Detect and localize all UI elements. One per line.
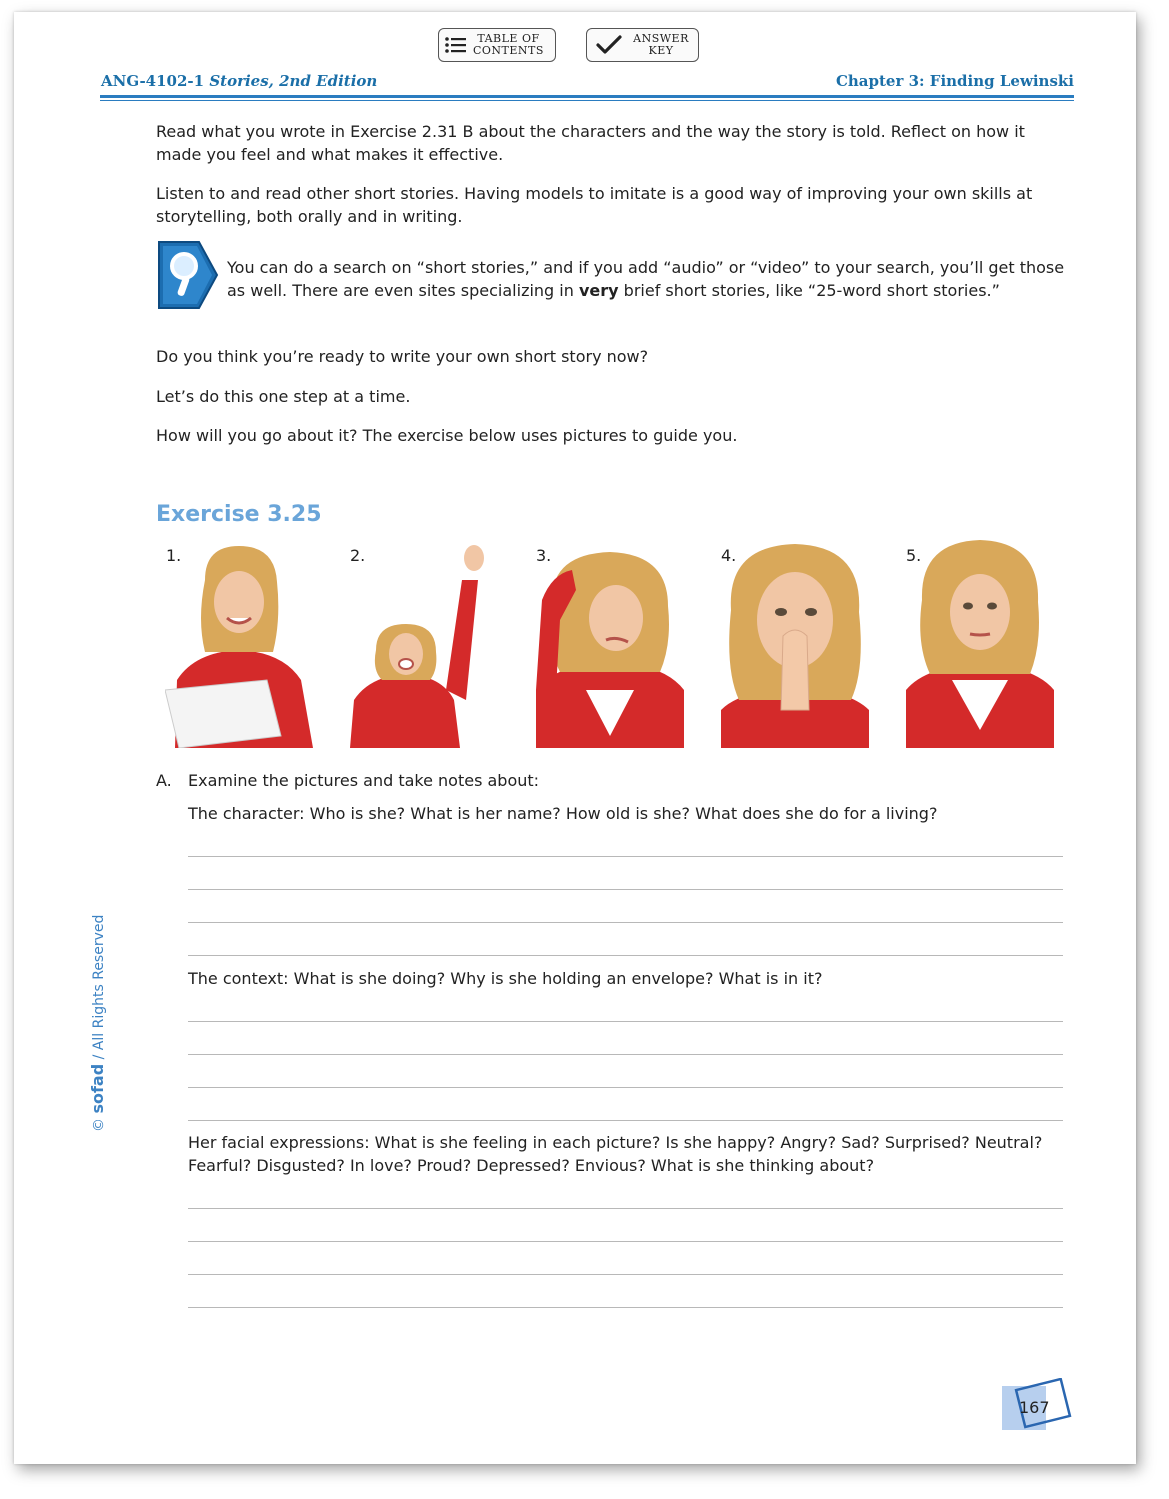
how-to-go-about: How will you go about it? The exercise below uses pictures to guide you. [156, 426, 738, 445]
intro-paragraph-2: Listen to and read other short stories. Having models to imitate is a good way of improving your own skills at storytelling, both orally and in writing. [156, 184, 1033, 226]
answer-key-line1: ANSWER [633, 32, 689, 45]
tip-text [227, 256, 1067, 302]
tip-bold-word: very [578, 281, 619, 300]
answer-line[interactable] [188, 1274, 1063, 1275]
intro-paragraph-1: Read what you wrote in Exercise 2.31 B about the characters and the way the story is told. Reflect on how it made you feel and what makes it effective. [156, 122, 1025, 164]
answer-line[interactable] [188, 955, 1063, 956]
course-header [101, 72, 377, 90]
photo-woman-hands-pressed-together [721, 540, 869, 748]
answer-key-button[interactable] [586, 28, 699, 62]
tip-text-start: You can do a search on “short stories,” and if you add “audio” or “video” to your search, you’ll get those as well. There are even sites specializing in [227, 258, 1065, 300]
prompt-expressions: Her facial expressions: What is she feeling in each picture? Is she happy? Angry? Sad? Surprised? Neutral? Fearful? Disgusted? In love? Proud? Depressed? Envious? What is she thinking about? [188, 1133, 1043, 1175]
toc-label-line1: TABLE OF [477, 32, 540, 45]
answer-line[interactable] [188, 1208, 1063, 1209]
search-tip-icon [155, 238, 221, 312]
answer-key-label [631, 33, 691, 57]
checkmark-icon [587, 34, 631, 56]
list-icon [439, 37, 473, 53]
answer-line[interactable] [188, 856, 1063, 857]
photo-number-3: 3. [536, 546, 552, 565]
answer-line[interactable] [188, 1241, 1063, 1242]
header-rule-thin [100, 100, 1074, 101]
answer-line[interactable] [188, 1307, 1063, 1308]
answer-line[interactable] [188, 1087, 1063, 1088]
photo-woman-cheering [350, 540, 498, 748]
prompt-character: The character: Who is she? What is her name? How old is she? What does she do for a living? [188, 804, 938, 823]
part-instruction: Examine the pictures and take notes about: [188, 771, 540, 790]
step-at-a-time: Let’s do this one step at a time. [156, 387, 411, 406]
answer-key-line2: KEY [648, 44, 674, 57]
tip-text-end: brief short stories, like “25-word short stories.” [618, 281, 1000, 300]
chapter-title: Chapter 3: Finding Lewinski [835, 72, 1074, 90]
toc-label [473, 33, 544, 57]
answer-line[interactable] [188, 1021, 1063, 1022]
photo-number-5: 5. [906, 546, 922, 565]
rights-text: / All Rights Reserved [91, 914, 107, 1064]
toc-label-line2: CONTENTS [473, 44, 544, 57]
answer-line[interactable] [188, 889, 1063, 890]
part-letter: A. [156, 771, 172, 790]
answer-line[interactable] [188, 1054, 1063, 1055]
brand-name: sofad [88, 1063, 107, 1114]
photo-number-4: 4. [721, 546, 737, 565]
prompt-context: The context: What is she doing? Why is she holding an envelope? What is in it? [188, 969, 823, 988]
course-code: ANG-4102-1 [101, 72, 205, 90]
photo-woman-confused [536, 540, 684, 748]
book-title: Stories, 2nd Edition [209, 72, 378, 90]
photo-woman-holding-envelope [165, 540, 313, 748]
question-ready: Do you think you’re ready to write your own short story now? [156, 347, 649, 366]
table-of-contents-button[interactable] [438, 28, 556, 62]
header-rule [100, 95, 1074, 98]
photo-woman-neutral [906, 540, 1054, 748]
copyright-symbol: © [91, 1118, 107, 1132]
exercise-title: Exercise 3.25 [156, 502, 322, 527]
copyright-notice [88, 915, 107, 1132]
answer-line[interactable] [188, 922, 1063, 923]
photo-number-1: 1. [166, 546, 182, 565]
photo-number-2: 2. [350, 546, 366, 565]
page-number: 167 [1019, 1398, 1050, 1417]
answer-line[interactable] [188, 1120, 1063, 1121]
